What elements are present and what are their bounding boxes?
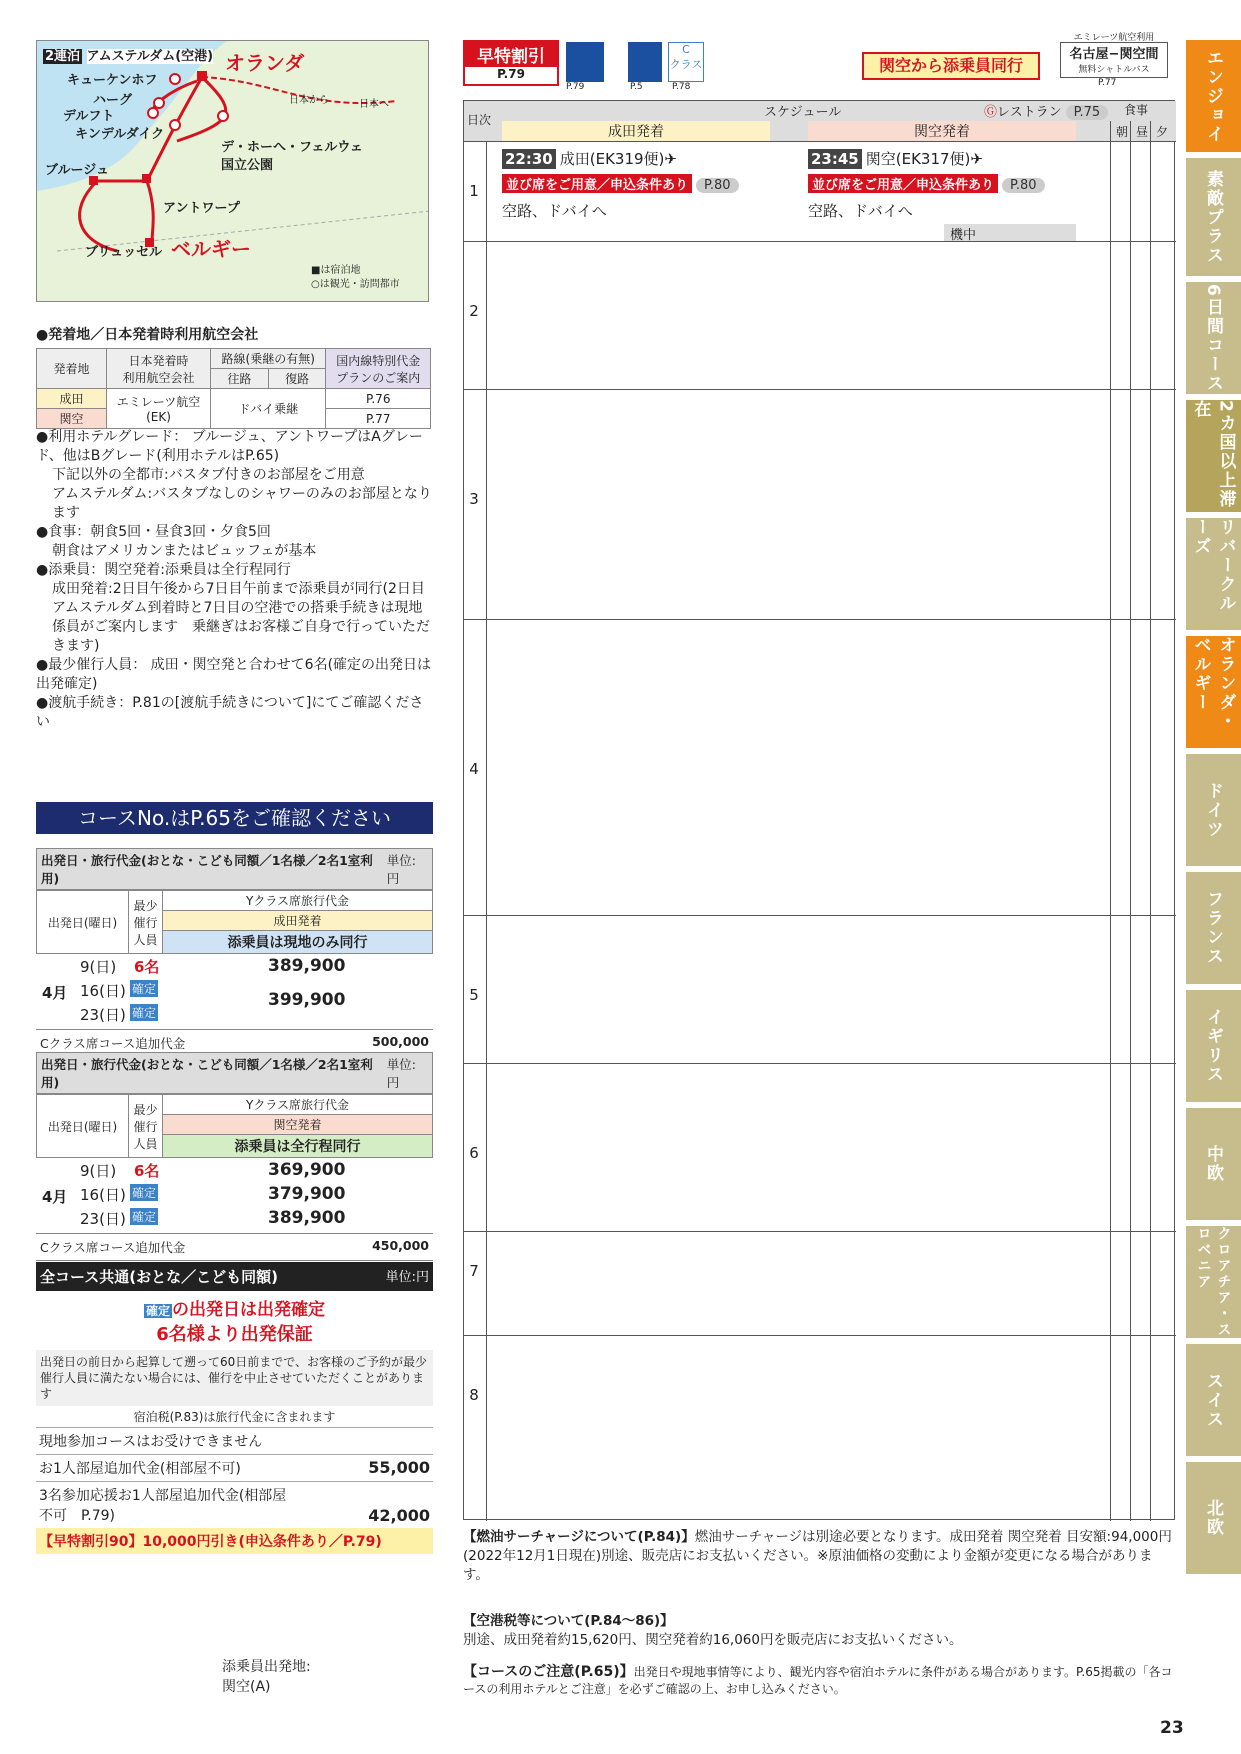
- tab-france[interactable]: フランス: [1186, 872, 1241, 984]
- airline-h3a: 往路: [210, 369, 268, 389]
- map-to-japan: 日本へ: [359, 99, 389, 110]
- common-guar2: 6名様より出発保証: [156, 1324, 313, 1345]
- day-1-kanku-time: 23:45: [808, 149, 862, 169]
- transfer-support-icon: [628, 42, 662, 82]
- airline-heading: ●発着地／日本発着時利用航空会社: [36, 327, 259, 343]
- footer-note: [463, 1664, 1175, 1698]
- shuttle-page: P.77: [1098, 78, 1117, 88]
- day-3: [464, 389, 1176, 619]
- header-kanku: 関空発着: [808, 121, 1076, 141]
- escort-origin: 添乗員出発地: 関空(A): [222, 1659, 311, 1695]
- airline-table: [36, 348, 431, 429]
- map-amsterdam: アムステルダム(空港): [86, 49, 214, 64]
- header-schedule: スケジュール: [764, 105, 842, 120]
- course-banner: コースNo.はP.65をご確認ください: [36, 802, 433, 834]
- kanku-p1: 369,900: [268, 1160, 346, 1180]
- tax-text: 別途、成田発着約15,620円、関空発着約16,060円を販売店にお支払いください。: [463, 1632, 963, 1648]
- narita-m1: 6名: [134, 958, 160, 976]
- map-legend-visit: ○は観光・訪問都市: [311, 279, 400, 290]
- common-single-price: 55,000: [368, 1458, 430, 1477]
- footer-tax: [463, 1612, 1175, 1650]
- day-4-num: 4: [469, 760, 479, 778]
- common-unit: 単位:円: [385, 1270, 429, 1285]
- c-class-icon: C クラス: [668, 42, 704, 82]
- header-day: 日次: [466, 113, 491, 127]
- header-dinner: 夕: [1156, 125, 1169, 139]
- day-6-num: 6: [469, 1144, 479, 1162]
- kanku-h-dep: 関空発着: [163, 1115, 433, 1135]
- narita-m3: 確定: [132, 1006, 157, 1020]
- common-kakutei: 確定: [145, 1304, 170, 1318]
- day-1-narita-time: 22:30: [502, 149, 556, 169]
- note-title: 【コースのご注意(P.65)】: [463, 1664, 634, 1680]
- fuel-text: 燃油サーチャージは別途必要となります。成田発着 関空発着 目安額:94,000円(2022年12月1日現在)別途、販売店にお支払いください。※原油価格の変動により金額が変更になる場合があります。: [463, 1529, 1172, 1583]
- relax-seat-icon: [566, 42, 604, 82]
- kanku-p3: 389,900: [268, 1208, 346, 1228]
- kanku-month: 4月: [42, 1188, 68, 1206]
- narita-c-label: Cクラス席コース追加代金: [40, 1036, 186, 1051]
- map-from-japan: 日本から: [289, 95, 329, 106]
- day-1-narita-seat-page: P.80: [696, 178, 739, 193]
- map-keukenhof: キューケンホフ: [67, 73, 158, 88]
- day-5: [464, 915, 1176, 1063]
- tab-multi-country[interactable]: 2カ国以上滞在: [1186, 400, 1241, 512]
- narita-h-note: 添乗員は現地のみ同行: [163, 931, 433, 954]
- day-3-num: 3: [469, 490, 479, 508]
- narita-m2: 確定: [132, 982, 157, 996]
- header-restaurant: [984, 101, 1108, 120]
- narita-h-dep: 成田発着: [163, 911, 433, 931]
- tab-6days[interactable]: 6日間コース: [1186, 282, 1241, 394]
- airline-h4: 国内線特別代金 プランのご案内: [326, 349, 431, 389]
- kanku-m3: 確定: [132, 1210, 157, 1224]
- map-legend-stay: ■は宿泊地: [311, 265, 361, 276]
- kanku-c-price: 450,000: [372, 1238, 429, 1253]
- tab-uk[interactable]: イギリス: [1186, 990, 1241, 1102]
- restaurant-g-icon: Ⓖ: [984, 105, 998, 120]
- day-5-num: 5: [469, 986, 479, 1004]
- early-page: P.79: [497, 67, 525, 81]
- day-8: [464, 1335, 1176, 1521]
- airline-h2: 日本発着時 利用航空会社: [107, 349, 211, 389]
- tab-suteki-plus[interactable]: 素敵プラス: [1186, 158, 1241, 276]
- common-box: [36, 1262, 433, 1554]
- kanku-h-note: 添乗員は全行程同行: [163, 1135, 433, 1158]
- common-three: 3名参加応援お1人部屋追加代金(相部屋不可 P.79): [39, 1488, 287, 1524]
- day-8-num: 8: [469, 1386, 479, 1404]
- day-1-kanku-seat: [808, 174, 1045, 193]
- day-1-meal: 機中: [944, 224, 1076, 242]
- map-hague: ハーグ: [93, 93, 133, 108]
- shuttle-bus: 無料シャトルバス: [1078, 65, 1150, 75]
- map-belgium: ベルギー: [171, 237, 251, 261]
- common-cancel: 出発日の前日から起算して遡って60日前までで、お客様のご予約が最少催行人員に満たない場合には、催行を中止させていただくことがあります: [36, 1350, 433, 1406]
- day-1-kanku-seat-label: 並び席をご用意／申込条件あり: [808, 174, 998, 193]
- tab-nordic[interactable]: 北欧: [1186, 1462, 1241, 1574]
- airline-name: エミレーツ航空 (EK): [107, 389, 211, 429]
- narita-unit: 単位:円: [386, 853, 416, 886]
- narita-p1: 389,900: [268, 956, 346, 976]
- narita-d2: 16(日): [80, 982, 126, 1000]
- narita-title: 出発日・旅行代金(おとな・こども同額／1名様／2名1室利用): [41, 853, 373, 886]
- day-1-narita-via: 空路、ドバイへ: [502, 202, 607, 220]
- note-meal-b: 朝食はアメリカンまたはビュッフェが基本: [52, 543, 317, 559]
- airline-h3b: 復路: [268, 369, 326, 389]
- common-single: お1人部屋追加代金(相部屋不可): [39, 1461, 241, 1477]
- day-1-narita-flight: 成田(EK319便)✈: [559, 150, 677, 168]
- tab-switzerland[interactable]: スイス: [1186, 1344, 1241, 1456]
- narita-d1: 9(日): [80, 958, 117, 976]
- narita-p2: 399,900: [268, 990, 346, 1010]
- early-badge: [463, 40, 559, 86]
- early-label: 早特割引: [465, 42, 557, 67]
- narita-price-table: [36, 848, 433, 1057]
- narita-h-date: 出発日(曜日): [37, 891, 129, 954]
- day-1-num: 1: [469, 182, 479, 200]
- kanku-d2: 16(日): [80, 1186, 126, 1204]
- note-hotel-b: アムステルダム:バスタブなしのシャワーのみのお部屋となります: [52, 486, 432, 521]
- map-hoge: デ・ホーへ・フェルウェ: [221, 140, 363, 155]
- day-1-narita-seat: [502, 174, 739, 193]
- note-text: 出発日や現地事情等により、観光内容や宿泊ホテルに条件がある場合があります。P.65掲載の「各コースの利用ホテルとご注意」を必ずご確認の上、お申し込みください。: [463, 1665, 1173, 1696]
- day-1-kanku-via: 空路、ドバイへ: [808, 202, 913, 220]
- kanku-escort-badge: 関空から添乗員同行: [862, 52, 1040, 80]
- kanku-d1: 9(日): [80, 1162, 117, 1180]
- kanku-m1: 6名: [134, 1162, 160, 1180]
- day-2-num: 2: [469, 302, 479, 320]
- route-map: [36, 40, 429, 302]
- kanku-h-date: 出発日(曜日): [37, 1095, 129, 1158]
- map-delft: デルフト: [63, 109, 115, 124]
- day-1-kanku-flight: 関空(EK317便)✈: [865, 150, 983, 168]
- note-meal: ●食事：朝食5回・昼食3回・夕食5回: [36, 524, 271, 540]
- day-7: [464, 1231, 1176, 1335]
- map-netherlands: オランダ: [225, 51, 305, 75]
- common-title: 全コース共通(おとな／こども同額): [40, 1268, 278, 1286]
- note-hotel: ●利用ホテルグレード： ブルージュ、アントワープはAグレード、他はBグレード(利用ホテルはP.65): [36, 429, 423, 464]
- tax-title: 【空港税等について(P.84〜86)】: [463, 1613, 674, 1629]
- kanku-unit: 単位:円: [386, 1057, 416, 1090]
- airline-p76: P.76: [326, 389, 431, 409]
- day-1-narita-seat-label: 並び席をご用意／申込条件あり: [502, 174, 692, 193]
- kanku-d3: 23(日): [80, 1210, 126, 1228]
- narita-month: 4月: [42, 984, 68, 1002]
- day-1-narita-dep: [502, 148, 677, 169]
- narita-d3: 23(日): [80, 1006, 126, 1024]
- day-1: [464, 141, 1176, 241]
- kanku-price-table: [36, 1052, 433, 1261]
- shuttle-route: 名古屋−関空間: [1069, 47, 1159, 62]
- day-4: [464, 619, 1176, 915]
- day-7-num: 7: [469, 1262, 479, 1280]
- airline-narita: 成田: [37, 389, 107, 409]
- map-kinderdijk: キンデルダイク: [75, 127, 165, 142]
- note-min: ●最少催行人員： 成田・関空発と合わせて6名(確定の出発日は出発確定): [36, 657, 432, 692]
- header-narita: 成田発着: [502, 121, 770, 141]
- c-class-page: P.78: [672, 82, 691, 92]
- schedule-table: [463, 100, 1175, 1520]
- airline-h1: 発着地: [37, 349, 107, 389]
- common-tax: 宿泊税(P.83)は旅行代金に含まれます: [36, 1406, 433, 1428]
- day-2: [464, 241, 1176, 389]
- restaurant-page: P.75: [1066, 105, 1109, 120]
- narita-c-price: 500,000: [372, 1034, 429, 1049]
- kanku-title: 出発日・旅行代金(おとな・こども同額／1名様／2名1室利用): [41, 1057, 373, 1090]
- airline-kanku: 関空: [37, 409, 107, 429]
- header-breakfast: 朝: [1116, 125, 1129, 139]
- day-6: [464, 1063, 1176, 1231]
- note-passport: ●渡航手続き：P.81の[渡航手続きについて]にてご確認ください: [36, 695, 424, 730]
- tab-enjoy[interactable]: エンジョイ: [1186, 40, 1241, 152]
- narita-h-min: 最少催行人員: [129, 891, 163, 954]
- note-hotel-a: 下記以外の全都市:バスタブ付きのお部屋をご用意: [52, 467, 365, 483]
- shuttle-box: [1060, 42, 1168, 78]
- airline-p77: P.77: [326, 409, 431, 429]
- header-meal: 食事: [1124, 103, 1149, 117]
- kanku-c-label: Cクラス席コース追加代金: [40, 1240, 186, 1255]
- map-hoge2: 国立公園: [221, 158, 274, 173]
- note-escort-b: 成田発着:2日目午後から7日目午前まで添乗員が同行(2日目アムステルダム到着時と7日目の空港での搭乗手続きは現地係員がご案内します 乗継ぎはお客様ご自身で行っていただきます): [52, 581, 430, 654]
- tab-croatia[interactable]: クロアチア・スロベニア: [1186, 1226, 1241, 1338]
- map-antwerp: アントワープ: [163, 201, 240, 216]
- note-escort: ●添乗員：関空発着:添乗員は全行程同行: [36, 562, 291, 578]
- tab-germany[interactable]: ドイツ: [1186, 754, 1241, 866]
- two-night-label: 2連泊: [45, 49, 81, 64]
- page-number: 23: [1160, 1718, 1184, 1738]
- relax-page: P.79: [566, 82, 585, 92]
- tab-river-cruise[interactable]: リバークルーズ: [1186, 518, 1241, 630]
- kanku-h-y: Yクラス席旅行代金: [163, 1095, 433, 1115]
- tab-central-europe[interactable]: 中欧: [1186, 1108, 1241, 1220]
- airline-h3: 路線(乗継の有無): [210, 349, 326, 369]
- kanku-h-min: 最少催行人員: [129, 1095, 163, 1158]
- shuttle-note: エミレーツ航空利用: [1073, 33, 1155, 43]
- fuel-title: 【燃油サーチャージについて(P.84)】: [463, 1529, 695, 1545]
- day-1-kanku-seat-page: P.80: [1002, 178, 1045, 193]
- kanku-p2: 379,900: [268, 1184, 346, 1204]
- footer-fuel: [463, 1528, 1175, 1585]
- tab-netherlands-belgium[interactable]: オランダ・ベルギー: [1186, 636, 1241, 748]
- common-guar1: の出発日は出発確定: [172, 1300, 325, 1320]
- header-lunch: 昼: [1136, 125, 1149, 139]
- map-bruges: ブルージュ: [45, 163, 109, 178]
- notes-list: [36, 428, 436, 732]
- narita-h-y: Yクラス席旅行代金: [163, 891, 433, 911]
- common-early: 【早特割引90】10,000円引き(申込条件あり／P.79): [36, 1528, 433, 1554]
- kanku-m2: 確定: [132, 1186, 157, 1200]
- day-1-kanku-dep: [808, 148, 983, 169]
- airline-route: ドバイ乗継: [210, 389, 326, 429]
- common-three-price: 42,000: [368, 1506, 430, 1525]
- map-brussels: ブリュッセル: [85, 245, 163, 260]
- common-local: 現地参加コースはお受けできません: [36, 1428, 433, 1455]
- transfer-page: P.5: [630, 82, 643, 92]
- restaurant-label: レストラン: [997, 105, 1062, 120]
